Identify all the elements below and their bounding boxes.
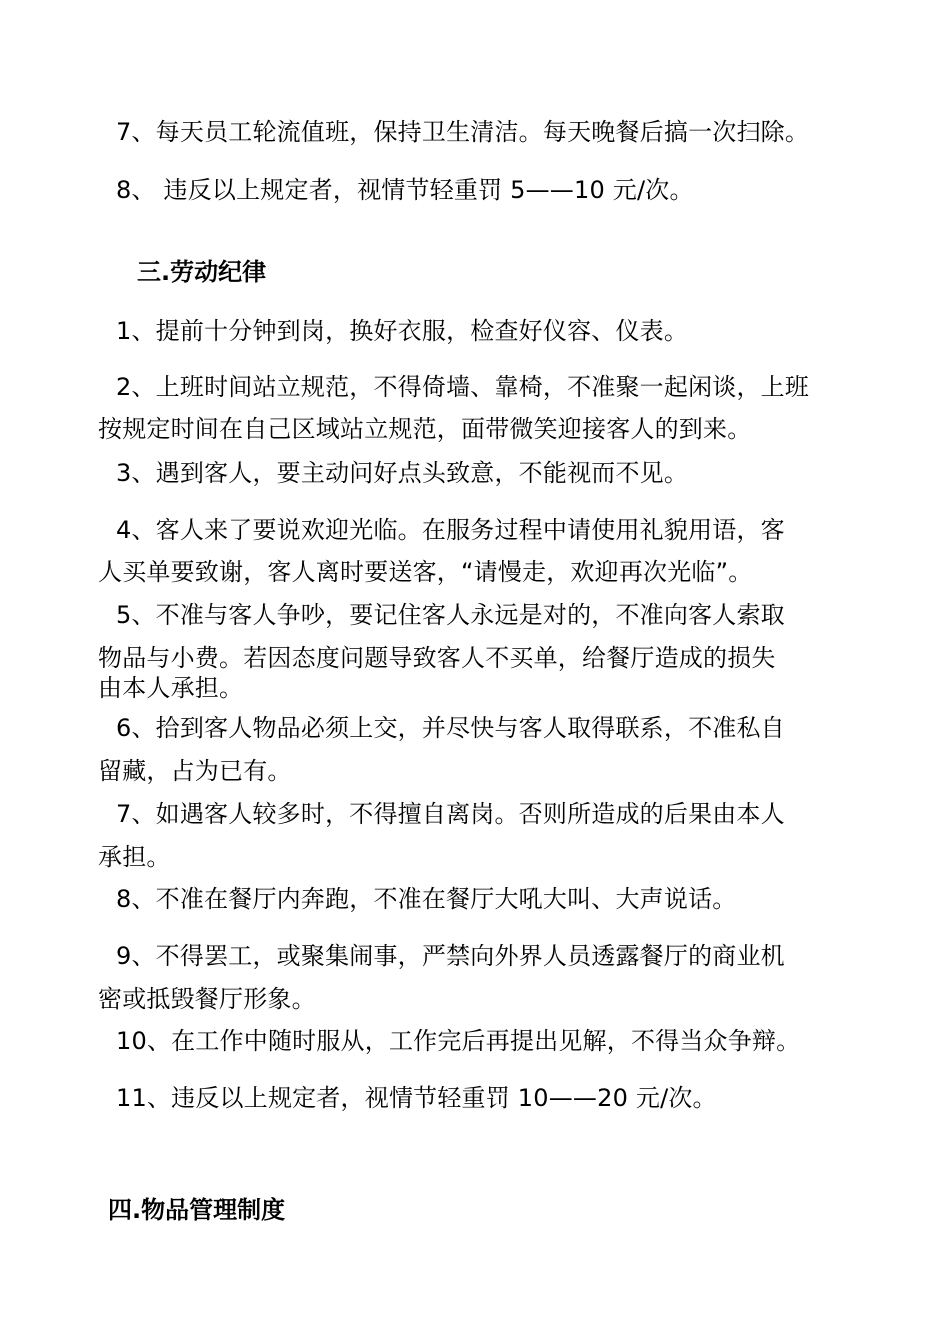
discipline-item-8: 8、不准在餐厅内奔跑，不准在餐厅大吼大叫、大声说话。 [116,885,737,913]
discipline-item-2-line-2: 按规定时间在自己区域站立规范，面带微笑迎接客人的到来。 [98,415,752,443]
discipline-item-9-line-2: 密或抵毁餐厅形象。 [98,985,316,1013]
rule-item-7-duty: 7、每天员工轮流值班，保持卫生清洁。每天晚餐后搞一次扫除。 [116,118,810,146]
discipline-item-9-line-1: 9、不得罢工，或聚集闹事，严禁向外界人员透露餐厅的商业机 [116,942,785,970]
discipline-item-4-line-2: 人买单要致谢，客人离时要送客，“请慢走，欢迎再次光临”。 [98,558,753,586]
discipline-item-4-line-1: 4、客人来了要说欢迎光临。在服务过程中请使用礼貌用语，客 [116,516,785,544]
discipline-item-1: 1、提前十分钟到岗，换好衣服，检查好仪容、仪表。 [116,317,689,345]
discipline-item-5-line-3: 由本人承担。 [98,674,244,702]
discipline-item-7-line-1: 7、如遇客人较多时，不得擅自离岗。否则所造成的后果由本人 [116,800,785,828]
discipline-item-11-penalty: 11、违反以上规定者，视情节轻重罚 10——20 元/次。 [116,1084,717,1112]
discipline-item-3: 3、遇到客人，要主动问好点头致意，不能视而不见。 [116,459,689,487]
discipline-item-6-line-2: 留藏，占为已有。 [98,757,292,785]
discipline-item-5-line-2: 物品与小费。若因态度问题导致客人不买单，给餐厅造成的损失 [98,644,776,672]
section-heading-goods-management: 四.物品管理制度 [108,1196,286,1224]
discipline-item-5-line-1: 5、不准与客人争吵，要记住客人永远是对的，不准向客人索取 [116,601,785,629]
discipline-item-2-line-1: 2、上班时间站立规范，不得倚墙、靠椅，不准聚一起闲谈，上班 [116,373,810,401]
discipline-item-10: 10、在工作中随时服从，工作完后再提出见解，不得当众争辩。 [116,1027,801,1055]
section-heading-labor-discipline: 三.劳动纪律 [137,258,267,286]
rule-item-8-penalty: 8、 违反以上规定者，视情节轻重罚 5——10 元/次。 [116,176,694,204]
discipline-item-7-line-2: 承担。 [98,843,171,871]
discipline-item-6-line-1: 6、拾到客人物品必须上交，并尽快与客人取得联系，不准私自 [116,714,785,742]
